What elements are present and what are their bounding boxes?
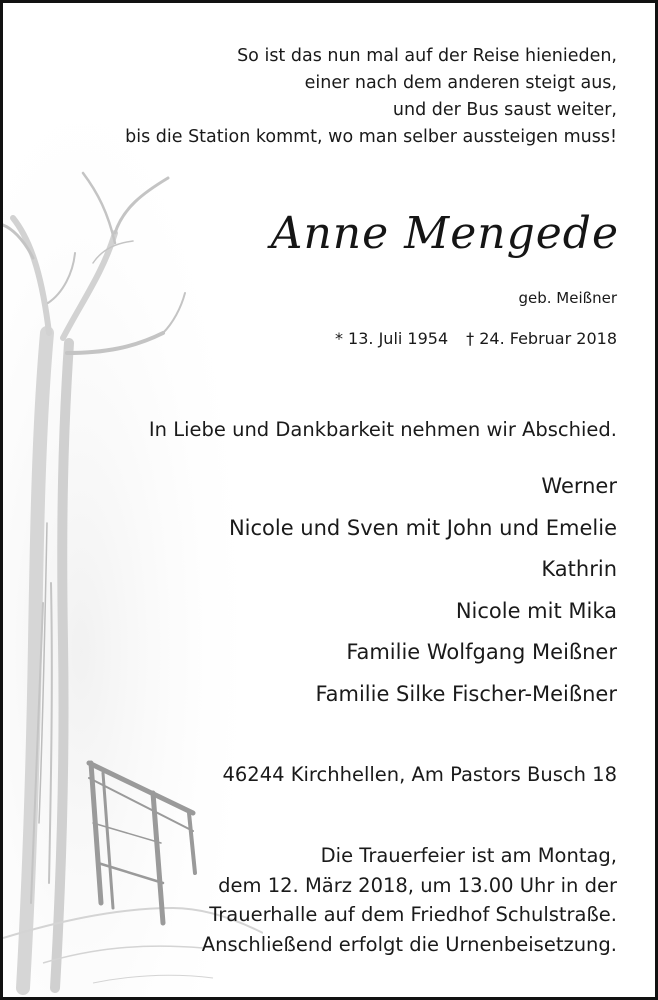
mourner: Nicole mit Mika: [455, 598, 617, 623]
mourner: Werner: [541, 474, 617, 498]
mourner: Nicole und Sven mit John und Emelie: [228, 515, 617, 540]
birth-date: * 13. Juli 1954: [334, 329, 449, 348]
mourner: Familie Wolfgang Meißner: [346, 640, 617, 664]
mourners-list: [229, 466, 617, 715]
deceased-name: Anne Mengede: [270, 208, 619, 259]
death-date: † 24. Februar 2018: [466, 329, 617, 348]
birth-name: geb. Meißner: [518, 289, 617, 307]
funeral-line: dem 12. März 2018, um 13.00 Uhr in der: [218, 873, 617, 897]
poem-line: bis die Station kommt, wo man selber aussteigen muss!: [125, 127, 617, 147]
poem-line: und der Bus saust weiter,: [392, 100, 617, 120]
funeral-line: Trauerhalle auf dem Friedhof Schulstraße.: [209, 903, 617, 926]
address: 46244 Kirchhellen, Am Pastors Busch 18: [222, 763, 617, 786]
mourner: Kathrin: [541, 557, 617, 581]
funeral-line: Die Trauerfeier ist am Montag,: [320, 844, 617, 867]
poem-line: So ist das nun mal auf der Reise hienieden,: [237, 46, 617, 66]
life-dates: [335, 329, 617, 348]
mourner: Familie Silke Fischer-Meißner: [315, 681, 617, 706]
funeral-line: Anschließend erfolgt die Urnenbeisetzung.: [201, 932, 617, 956]
farewell-text: In Liebe und Dankbarkeit nehmen wir Abschied.: [148, 418, 617, 441]
poem-line: einer nach dem anderen steigt aus,: [304, 73, 617, 93]
funeral-info: [202, 841, 617, 959]
poem: [125, 43, 617, 151]
